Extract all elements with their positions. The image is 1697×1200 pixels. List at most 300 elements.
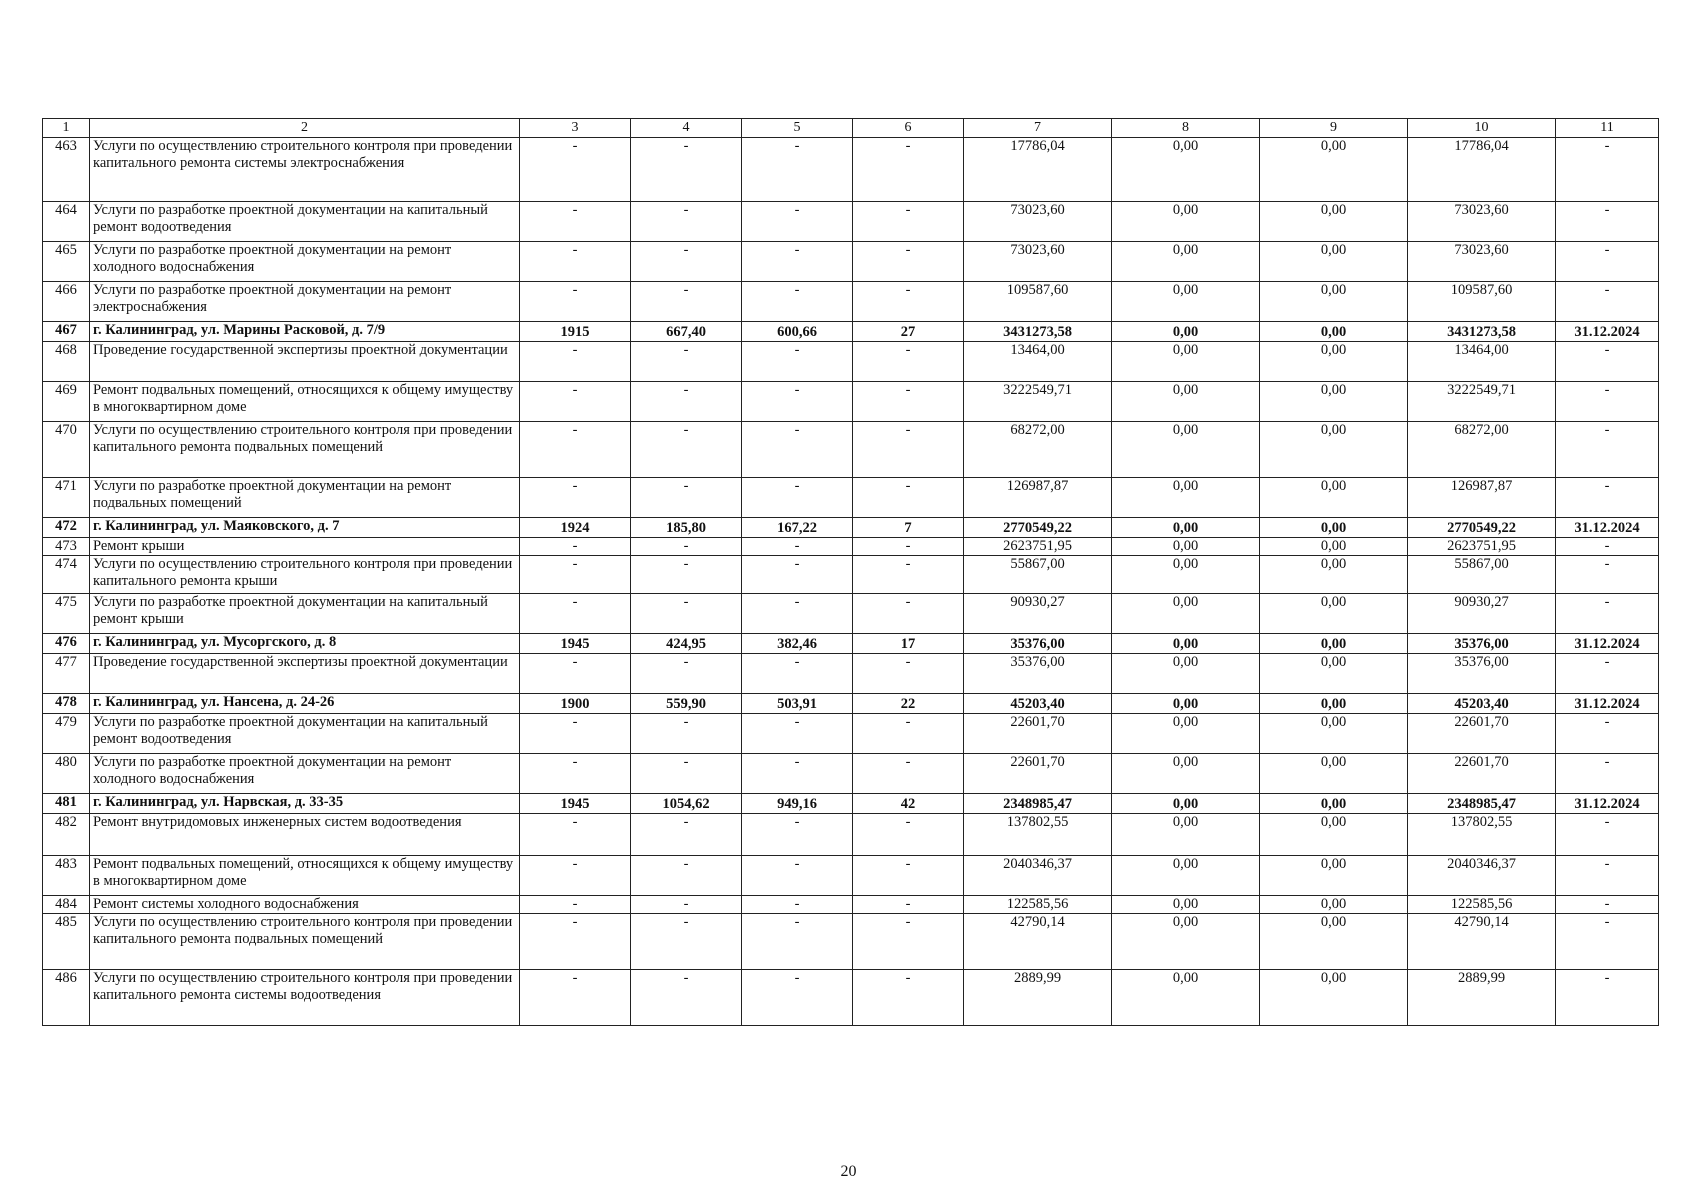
total-cost-cell: 22601,70 — [964, 714, 1112, 754]
total-cost-cell: 55867,00 — [964, 556, 1112, 594]
completion-date-cell: - — [1556, 538, 1659, 556]
header-cell: 8 — [1112, 119, 1260, 138]
living-area-cell: - — [742, 754, 853, 794]
description-cell: Услуги по разработке проектной документации на капитальный ремонт крыши — [90, 594, 520, 634]
budget-cost-cell: 0,00 — [1260, 138, 1408, 202]
total-area-cell: 185,80 — [631, 518, 742, 538]
owners-cost-cell: 3222549,71 — [1408, 382, 1556, 422]
fund-cost-cell: 0,00 — [1112, 754, 1260, 794]
address-row — [43, 634, 1659, 654]
living-area-cell: - — [742, 814, 853, 856]
description-cell: Проведение государственной экспертизы проектной документации — [90, 342, 520, 382]
budget-cost-cell: 0,00 — [1260, 714, 1408, 754]
owners-cost-cell: 2889,99 — [1408, 970, 1556, 1026]
year-cell: - — [520, 814, 631, 856]
year-cell: - — [520, 422, 631, 478]
fund-cost-cell: 0,00 — [1112, 538, 1260, 556]
owners-cost-cell: 2770549,22 — [1408, 518, 1556, 538]
total-cost-cell: 122585,56 — [964, 896, 1112, 914]
total-area-cell: - — [631, 202, 742, 242]
fund-cost-cell: 0,00 — [1112, 594, 1260, 634]
living-area-cell: - — [742, 556, 853, 594]
living-area-cell: - — [742, 478, 853, 518]
register-table-body — [43, 119, 1659, 1026]
total-area-cell: 667,40 — [631, 322, 742, 342]
total-area-cell: - — [631, 538, 742, 556]
header-cell: 7 — [964, 119, 1112, 138]
owners-cost-cell: 2623751,95 — [1408, 538, 1556, 556]
page-number: 20 — [840, 1163, 857, 1180]
completion-date-cell: - — [1556, 754, 1659, 794]
description-cell: г. Калининград, ул. Маяковского, д. 7 — [90, 518, 520, 538]
owners-cost-cell: 35376,00 — [1408, 634, 1556, 654]
total-area-cell: 559,90 — [631, 694, 742, 714]
row-number-cell: 464 — [43, 202, 90, 242]
completion-date-cell: 31.12.2024 — [1556, 694, 1659, 714]
fund-cost-cell: 0,00 — [1112, 654, 1260, 694]
description-cell: Услуги по осуществлению строительного контроля при проведении капитального ремонта системы электроснабжения — [90, 138, 520, 202]
living-area-cell: - — [742, 970, 853, 1026]
row-number-cell: 472 — [43, 518, 90, 538]
total-cost-cell: 2623751,95 — [964, 538, 1112, 556]
row-number-cell: 482 — [43, 814, 90, 856]
living-area-cell: - — [742, 914, 853, 970]
header-cell: 10 — [1408, 119, 1556, 138]
total-area-cell: - — [631, 282, 742, 322]
row-number-cell: 463 — [43, 138, 90, 202]
year-cell: - — [520, 754, 631, 794]
owners-cost-cell: 13464,00 — [1408, 342, 1556, 382]
row-number-cell: 475 — [43, 594, 90, 634]
residents-cell: - — [853, 594, 964, 634]
owners-cost-cell: 3431273,58 — [1408, 322, 1556, 342]
residents-cell: - — [853, 202, 964, 242]
header-cell: 5 — [742, 119, 853, 138]
completion-date-cell: - — [1556, 138, 1659, 202]
completion-date-cell: 31.12.2024 — [1556, 794, 1659, 814]
fund-cost-cell: 0,00 — [1112, 814, 1260, 856]
year-cell: 1900 — [520, 694, 631, 714]
owners-cost-cell: 35376,00 — [1408, 654, 1556, 694]
completion-date-cell: 31.12.2024 — [1556, 322, 1659, 342]
fund-cost-cell: 0,00 — [1112, 202, 1260, 242]
owners-cost-cell: 126987,87 — [1408, 478, 1556, 518]
total-cost-cell: 3431273,58 — [964, 322, 1112, 342]
work-item-row — [43, 856, 1659, 896]
work-item-row — [43, 914, 1659, 970]
fund-cost-cell: 0,00 — [1112, 714, 1260, 754]
living-area-cell: 949,16 — [742, 794, 853, 814]
description-cell: Ремонт внутридомовых инженерных систем водоотведения — [90, 814, 520, 856]
total-area-cell: - — [631, 896, 742, 914]
description-cell: Услуги по разработке проектной документации на ремонт холодного водоснабжения — [90, 754, 520, 794]
budget-cost-cell: 0,00 — [1260, 754, 1408, 794]
year-cell: - — [520, 714, 631, 754]
row-number-cell: 485 — [43, 914, 90, 970]
header-cell: 6 — [853, 119, 964, 138]
header-cell: 11 — [1556, 119, 1659, 138]
description-cell: Услуги по осуществлению строительного контроля при проведении капитального ремонта крыши — [90, 556, 520, 594]
fund-cost-cell: 0,00 — [1112, 382, 1260, 422]
total-cost-cell: 22601,70 — [964, 754, 1112, 794]
fund-cost-cell: 0,00 — [1112, 138, 1260, 202]
fund-cost-cell: 0,00 — [1112, 634, 1260, 654]
completion-date-cell: - — [1556, 814, 1659, 856]
total-area-cell: - — [631, 478, 742, 518]
work-item-row — [43, 242, 1659, 282]
residents-cell: 17 — [853, 634, 964, 654]
residents-cell: - — [853, 970, 964, 1026]
residents-cell: - — [853, 914, 964, 970]
total-area-cell: - — [631, 242, 742, 282]
year-cell: - — [520, 138, 631, 202]
total-cost-cell: 90930,27 — [964, 594, 1112, 634]
header-cell: 3 — [520, 119, 631, 138]
work-item-row — [43, 538, 1659, 556]
year-cell: - — [520, 342, 631, 382]
header-cell: 2 — [90, 119, 520, 138]
owners-cost-cell: 2040346,37 — [1408, 856, 1556, 896]
living-area-cell: - — [742, 138, 853, 202]
row-number-cell: 473 — [43, 538, 90, 556]
row-number-cell: 471 — [43, 478, 90, 518]
completion-date-cell: - — [1556, 856, 1659, 896]
address-row — [43, 322, 1659, 342]
total-area-cell: - — [631, 814, 742, 856]
total-area-cell: 424,95 — [631, 634, 742, 654]
living-area-cell: - — [742, 594, 853, 634]
row-number-cell: 470 — [43, 422, 90, 478]
living-area-cell: 503,91 — [742, 694, 853, 714]
year-cell: - — [520, 594, 631, 634]
residents-cell: 27 — [853, 322, 964, 342]
living-area-cell: - — [742, 896, 853, 914]
total-cost-cell: 42790,14 — [964, 914, 1112, 970]
budget-cost-cell: 0,00 — [1260, 342, 1408, 382]
description-cell: Ремонт подвальных помещений, относящихся к общему имуществу в многоквартирном доме — [90, 856, 520, 896]
living-area-cell: - — [742, 538, 853, 556]
residents-cell: - — [853, 478, 964, 518]
year-cell: - — [520, 242, 631, 282]
fund-cost-cell: 0,00 — [1112, 914, 1260, 970]
total-area-cell: - — [631, 138, 742, 202]
completion-date-cell: - — [1556, 594, 1659, 634]
description-cell: Проведение государственной экспертизы проектной документации — [90, 654, 520, 694]
owners-cost-cell: 73023,60 — [1408, 242, 1556, 282]
owners-cost-cell: 68272,00 — [1408, 422, 1556, 478]
completion-date-cell: - — [1556, 202, 1659, 242]
budget-cost-cell: 0,00 — [1260, 322, 1408, 342]
budget-cost-cell: 0,00 — [1260, 556, 1408, 594]
budget-cost-cell: 0,00 — [1260, 970, 1408, 1026]
owners-cost-cell: 2348985,47 — [1408, 794, 1556, 814]
description-cell: Услуги по разработке проектной документации на капитальный ремонт водоотведения — [90, 202, 520, 242]
living-area-cell: - — [742, 654, 853, 694]
fund-cost-cell: 0,00 — [1112, 242, 1260, 282]
owners-cost-cell: 122585,56 — [1408, 896, 1556, 914]
description-cell: Услуги по осуществлению строительного контроля при проведении капитального ремонта системы водоотведения — [90, 970, 520, 1026]
fund-cost-cell: 0,00 — [1112, 896, 1260, 914]
header-cell: 1 — [43, 119, 90, 138]
total-area-cell: - — [631, 556, 742, 594]
living-area-cell: - — [742, 856, 853, 896]
owners-cost-cell: 22601,70 — [1408, 714, 1556, 754]
owners-cost-cell: 73023,60 — [1408, 202, 1556, 242]
total-area-cell: - — [631, 856, 742, 896]
total-area-cell: - — [631, 382, 742, 422]
budget-cost-cell: 0,00 — [1260, 518, 1408, 538]
total-area-cell: - — [631, 970, 742, 1026]
description-cell: Услуги по разработке проектной документации на ремонт холодного водоснабжения — [90, 242, 520, 282]
work-item-row — [43, 896, 1659, 914]
living-area-cell: 600,66 — [742, 322, 853, 342]
residents-cell: - — [853, 138, 964, 202]
residents-cell: - — [853, 382, 964, 422]
work-item-row — [43, 342, 1659, 382]
residents-cell: - — [853, 342, 964, 382]
fund-cost-cell: 0,00 — [1112, 694, 1260, 714]
header-cell: 9 — [1260, 119, 1408, 138]
year-cell: - — [520, 654, 631, 694]
owners-cost-cell: 22601,70 — [1408, 754, 1556, 794]
fund-cost-cell: 0,00 — [1112, 422, 1260, 478]
work-item-row — [43, 594, 1659, 634]
fund-cost-cell: 0,00 — [1112, 342, 1260, 382]
work-item-row — [43, 202, 1659, 242]
completion-date-cell: - — [1556, 970, 1659, 1026]
total-area-cell: 1054,62 — [631, 794, 742, 814]
total-cost-cell: 35376,00 — [964, 634, 1112, 654]
total-cost-cell: 2040346,37 — [964, 856, 1112, 896]
completion-date-cell: - — [1556, 896, 1659, 914]
total-cost-cell: 73023,60 — [964, 202, 1112, 242]
total-cost-cell: 126987,87 — [964, 478, 1112, 518]
total-cost-cell: 2889,99 — [964, 970, 1112, 1026]
total-area-cell: - — [631, 422, 742, 478]
owners-cost-cell: 55867,00 — [1408, 556, 1556, 594]
residents-cell: - — [853, 282, 964, 322]
total-area-cell: - — [631, 754, 742, 794]
living-area-cell: - — [742, 242, 853, 282]
work-item-row — [43, 556, 1659, 594]
living-area-cell: - — [742, 342, 853, 382]
work-item-row — [43, 282, 1659, 322]
living-area-cell: - — [742, 382, 853, 422]
row-number-cell: 468 — [43, 342, 90, 382]
description-cell: Ремонт системы холодного водоснабжения — [90, 896, 520, 914]
year-cell: 1915 — [520, 322, 631, 342]
residents-cell: - — [853, 714, 964, 754]
row-number-cell: 483 — [43, 856, 90, 896]
register-table-container — [42, 118, 1658, 1026]
owners-cost-cell: 90930,27 — [1408, 594, 1556, 634]
description-cell: Ремонт крыши — [90, 538, 520, 556]
budget-cost-cell: 0,00 — [1260, 694, 1408, 714]
completion-date-cell: - — [1556, 282, 1659, 322]
completion-date-cell: 31.12.2024 — [1556, 518, 1659, 538]
row-number-cell: 465 — [43, 242, 90, 282]
year-cell: - — [520, 538, 631, 556]
year-cell: - — [520, 478, 631, 518]
description-cell: Услуги по разработке проектной документации на ремонт электроснабжения — [90, 282, 520, 322]
year-cell: - — [520, 556, 631, 594]
total-cost-cell: 3222549,71 — [964, 382, 1112, 422]
year-cell: 1945 — [520, 634, 631, 654]
total-area-cell: - — [631, 914, 742, 970]
total-cost-cell: 13464,00 — [964, 342, 1112, 382]
living-area-cell: - — [742, 714, 853, 754]
fund-cost-cell: 0,00 — [1112, 556, 1260, 594]
description-cell: г. Калининград, ул. Мусоргского, д. 8 — [90, 634, 520, 654]
fund-cost-cell: 0,00 — [1112, 322, 1260, 342]
year-cell: - — [520, 914, 631, 970]
fund-cost-cell: 0,00 — [1112, 282, 1260, 322]
completion-date-cell: - — [1556, 714, 1659, 754]
year-cell: - — [520, 282, 631, 322]
budget-cost-cell: 0,00 — [1260, 594, 1408, 634]
work-item-row — [43, 754, 1659, 794]
budget-cost-cell: 0,00 — [1260, 914, 1408, 970]
row-number-cell: 469 — [43, 382, 90, 422]
completion-date-cell: - — [1556, 654, 1659, 694]
residents-cell: 22 — [853, 694, 964, 714]
row-number-cell: 486 — [43, 970, 90, 1026]
total-area-cell: - — [631, 594, 742, 634]
work-item-row — [43, 478, 1659, 518]
budget-cost-cell: 0,00 — [1260, 794, 1408, 814]
budget-cost-cell: 0,00 — [1260, 422, 1408, 478]
header-cell: 4 — [631, 119, 742, 138]
total-area-cell: - — [631, 654, 742, 694]
budget-cost-cell: 0,00 — [1260, 814, 1408, 856]
register-table — [42, 118, 1659, 1026]
completion-date-cell: 31.12.2024 — [1556, 634, 1659, 654]
address-row — [43, 694, 1659, 714]
completion-date-cell: - — [1556, 556, 1659, 594]
fund-cost-cell: 0,00 — [1112, 794, 1260, 814]
fund-cost-cell: 0,00 — [1112, 856, 1260, 896]
total-cost-cell: 68272,00 — [964, 422, 1112, 478]
budget-cost-cell: 0,00 — [1260, 202, 1408, 242]
living-area-cell: - — [742, 202, 853, 242]
description-cell: Услуги по разработке проектной документации на капитальный ремонт водоотведения — [90, 714, 520, 754]
row-number-cell: 466 — [43, 282, 90, 322]
completion-date-cell: - — [1556, 342, 1659, 382]
work-item-row — [43, 970, 1659, 1026]
total-cost-cell: 73023,60 — [964, 242, 1112, 282]
row-number-cell: 481 — [43, 794, 90, 814]
row-number-cell: 478 — [43, 694, 90, 714]
budget-cost-cell: 0,00 — [1260, 282, 1408, 322]
residents-cell: - — [853, 814, 964, 856]
row-number-cell: 476 — [43, 634, 90, 654]
living-area-cell: 382,46 — [742, 634, 853, 654]
year-cell: - — [520, 202, 631, 242]
total-cost-cell: 2348985,47 — [964, 794, 1112, 814]
fund-cost-cell: 0,00 — [1112, 478, 1260, 518]
row-number-cell: 484 — [43, 896, 90, 914]
work-item-row — [43, 654, 1659, 694]
total-cost-cell: 2770549,22 — [964, 518, 1112, 538]
address-row — [43, 518, 1659, 538]
year-cell: - — [520, 382, 631, 422]
residents-cell: - — [853, 422, 964, 478]
work-item-row — [43, 714, 1659, 754]
owners-cost-cell: 137802,55 — [1408, 814, 1556, 856]
total-area-cell: - — [631, 714, 742, 754]
residents-cell: 42 — [853, 794, 964, 814]
row-number-cell: 474 — [43, 556, 90, 594]
budget-cost-cell: 0,00 — [1260, 538, 1408, 556]
budget-cost-cell: 0,00 — [1260, 634, 1408, 654]
row-number-cell: 467 — [43, 322, 90, 342]
completion-date-cell: - — [1556, 914, 1659, 970]
description-cell: Ремонт подвальных помещений, относящихся к общему имуществу в многоквартирном доме — [90, 382, 520, 422]
completion-date-cell: - — [1556, 422, 1659, 478]
owners-cost-cell: 17786,04 — [1408, 138, 1556, 202]
year-cell: 1924 — [520, 518, 631, 538]
budget-cost-cell: 0,00 — [1260, 382, 1408, 422]
total-cost-cell: 45203,40 — [964, 694, 1112, 714]
fund-cost-cell: 0,00 — [1112, 970, 1260, 1026]
total-cost-cell: 109587,60 — [964, 282, 1112, 322]
living-area-cell: - — [742, 422, 853, 478]
year-cell: - — [520, 856, 631, 896]
residents-cell: 7 — [853, 518, 964, 538]
fund-cost-cell: 0,00 — [1112, 518, 1260, 538]
work-item-row — [43, 382, 1659, 422]
living-area-cell: - — [742, 282, 853, 322]
residents-cell: - — [853, 896, 964, 914]
owners-cost-cell: 109587,60 — [1408, 282, 1556, 322]
residents-cell: - — [853, 754, 964, 794]
total-cost-cell: 137802,55 — [964, 814, 1112, 856]
description-cell: Услуги по разработке проектной документации на ремонт подвальных помещений — [90, 478, 520, 518]
total-area-cell: - — [631, 342, 742, 382]
residents-cell: - — [853, 654, 964, 694]
year-cell: - — [520, 896, 631, 914]
budget-cost-cell: 0,00 — [1260, 896, 1408, 914]
address-row — [43, 794, 1659, 814]
completion-date-cell: - — [1556, 478, 1659, 518]
description-cell: Услуги по осуществлению строительного контроля при проведении капитального ремонта подвальных помещений — [90, 914, 520, 970]
residents-cell: - — [853, 556, 964, 594]
budget-cost-cell: 0,00 — [1260, 654, 1408, 694]
budget-cost-cell: 0,00 — [1260, 242, 1408, 282]
budget-cost-cell: 0,00 — [1260, 856, 1408, 896]
completion-date-cell: - — [1556, 382, 1659, 422]
owners-cost-cell: 45203,40 — [1408, 694, 1556, 714]
residents-cell: - — [853, 856, 964, 896]
year-cell: 1945 — [520, 794, 631, 814]
work-item-row — [43, 138, 1659, 202]
year-cell: - — [520, 970, 631, 1026]
budget-cost-cell: 0,00 — [1260, 478, 1408, 518]
row-number-cell: 479 — [43, 714, 90, 754]
total-cost-cell: 17786,04 — [964, 138, 1112, 202]
description-cell: г. Калининград, ул. Нарвская, д. 33-35 — [90, 794, 520, 814]
row-number-cell: 477 — [43, 654, 90, 694]
completion-date-cell: - — [1556, 242, 1659, 282]
work-item-row — [43, 814, 1659, 856]
row-number-cell: 480 — [43, 754, 90, 794]
description-cell: Услуги по осуществлению строительного контроля при проведении капитального ремонта подвальных помещений — [90, 422, 520, 478]
description-cell: г. Калининград, ул. Нансена, д. 24-26 — [90, 694, 520, 714]
owners-cost-cell: 42790,14 — [1408, 914, 1556, 970]
residents-cell: - — [853, 242, 964, 282]
description-cell: г. Калининград, ул. Марины Расковой, д. 7/9 — [90, 322, 520, 342]
total-cost-cell: 35376,00 — [964, 654, 1112, 694]
